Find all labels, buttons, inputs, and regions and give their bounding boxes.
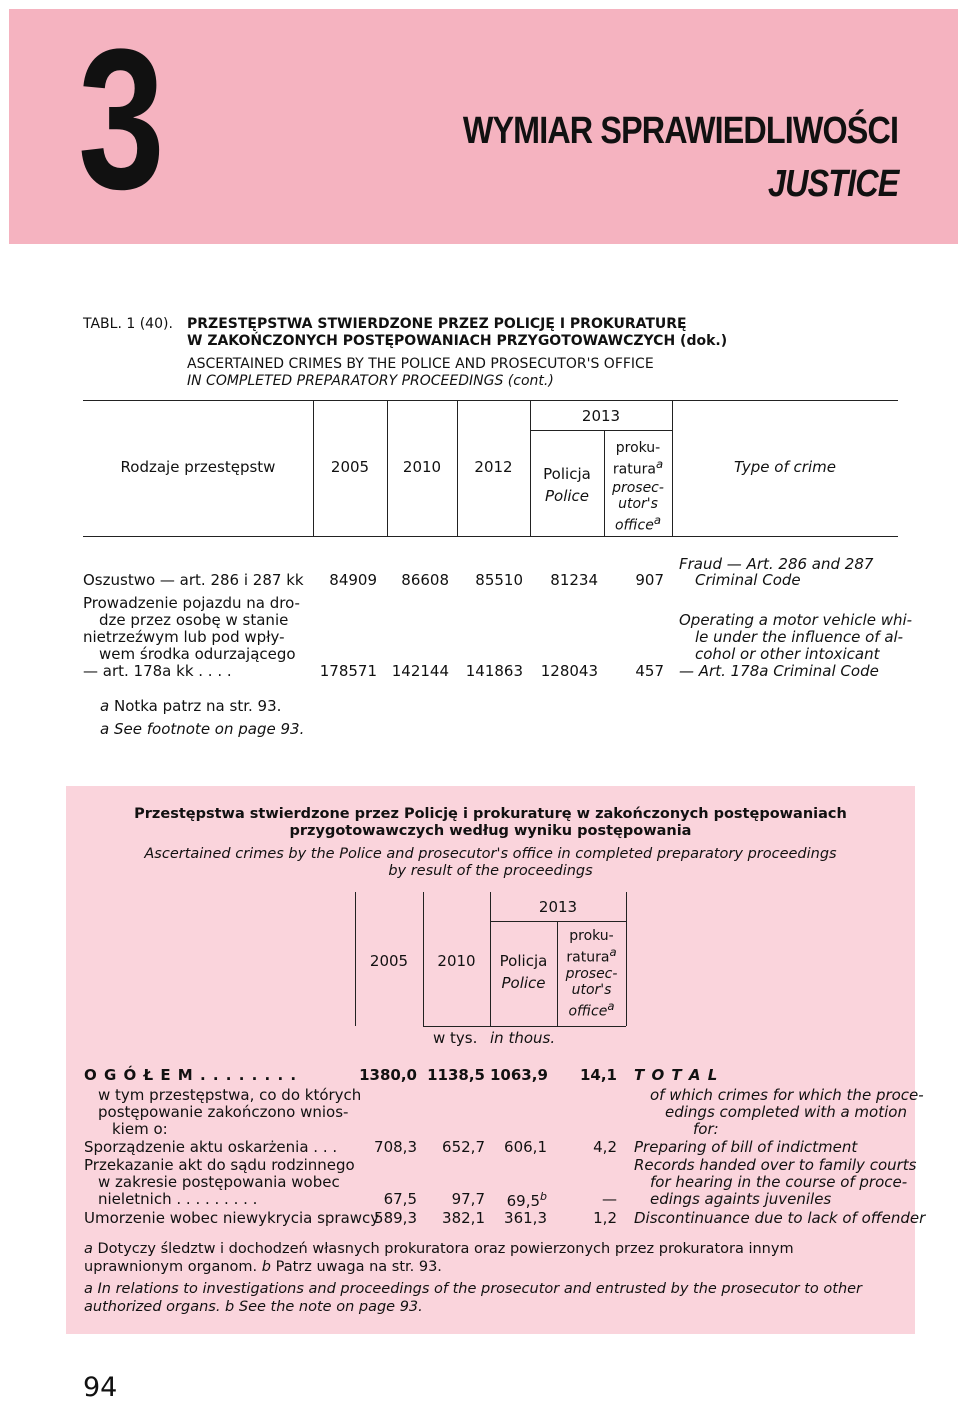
row-fraud-prosecutor: 907	[635, 571, 664, 589]
row-family-en: edings againts juveniles	[650, 1190, 832, 1208]
box-header-2010: 2010	[437, 952, 476, 970]
year-group-rule	[530, 430, 672, 431]
row-dui-prosecutor: 457	[635, 662, 664, 680]
row-of-which-en: edings completed with a motion	[665, 1103, 907, 1121]
header-police-en: Police	[544, 487, 590, 505]
row-indictment-2010: 652,7	[442, 1138, 485, 1156]
row-fraud-2010: 86608	[401, 571, 449, 589]
box-note-pl: uprawnionym organom. b Patrz uwaga na str. 93.	[84, 1259, 442, 1275]
row-dui-en: cohol or other intoxicant	[695, 645, 880, 663]
row-dui-en: le under the influence of al-	[695, 628, 904, 646]
chapter-title-en: JUSTICE	[767, 163, 898, 205]
row-fraud-pl: Oszustwo — art. 286 i 287 kk	[83, 571, 304, 589]
box-unit-en: in thous.	[490, 1029, 556, 1047]
table-head-rule	[83, 536, 898, 537]
box-unit-pl: w tys.	[433, 1029, 478, 1047]
box-header-2013: 2013	[538, 898, 578, 916]
row-family-police: 69,5$^b$	[506, 1190, 547, 1210]
row-indictment-pl: Sporządzenie aktu oskarżenia . . .	[84, 1138, 338, 1156]
row-dui-police: 128043	[540, 662, 598, 680]
table-footnotes	[100, 695, 304, 741]
header-2005: 2005	[330, 458, 370, 476]
row-indictment-en: Preparing of bill of indictment	[634, 1138, 858, 1156]
header-police-pl: Policja	[543, 465, 591, 483]
row-dui-pl: dze przez osobę w stanie	[99, 611, 289, 629]
page-number: 94	[83, 1372, 118, 1403]
header-2012: 2012	[474, 458, 513, 476]
row-dui-2005: 178571	[319, 662, 377, 680]
row-of-which-en: for:	[693, 1120, 719, 1138]
box-header-2005: 2005	[369, 952, 409, 970]
box-header-police-en: Police	[501, 974, 546, 992]
row-discontinuance-2005: 589,3	[374, 1209, 417, 1227]
row-indictment-police: 606,1	[504, 1138, 547, 1156]
header-2010: 2010	[402, 458, 442, 476]
row-dui-2010: 142144	[391, 662, 449, 680]
box-note-pl: a Dotyczy śledztw i dochodzeń własnych prokuratora oraz powierzonych przez prokuratora innym	[84, 1241, 794, 1257]
row-dui-en: Operating a motor vehicle whi-	[679, 611, 913, 629]
table-title-pl-2: W ZAKOŃCZONYCH POSTĘPOWANIACH PRZYGOTOWAWCZYCH (dok.)	[187, 333, 728, 349]
summary-box	[66, 786, 926, 1334]
row-dui-pl: — art. 178a kk . . . .	[83, 662, 232, 680]
col-divider	[626, 892, 627, 1026]
row-of-which-pl: w tym przestępstwa, co do których	[98, 1086, 362, 1104]
row-fraud-en: Criminal Code	[695, 571, 801, 589]
table-label: TABL. 1 (40).	[83, 316, 173, 332]
row-of-which-pl: postępowanie zakończono wnios-	[98, 1103, 349, 1121]
box-header-prosecutor-pl: proku- ratura$^a$	[566, 928, 617, 966]
row-discontinuance-pl: Umorzenie wobec niewykrycia sprawcy	[84, 1209, 380, 1227]
row-family-en: Records handed over to family courts	[634, 1156, 917, 1174]
summary-table	[66, 786, 926, 1334]
row-family-2010: 97,7	[451, 1190, 485, 1208]
row-fraud-en: Fraud — Art. 286 and 287	[679, 555, 874, 573]
table-title-pl-1: PRZESTĘPSTWA STWIERDZONE PRZEZ POLICJĘ I PROKURATURĘ	[187, 316, 687, 332]
box-title-en: Ascertained crimes by the Police and prosecutor's office in completed preparatory proceedings by result of the proceedings	[144, 846, 837, 879]
row-fraud-2005: 84909	[329, 571, 377, 589]
row-dui-pl: Prowadzenie pojazdu na dro-	[83, 594, 300, 612]
row-family-2005: 67,5	[383, 1190, 417, 1208]
row-total-police: 1063,9	[490, 1066, 548, 1084]
row-dui-pl: wem środka odurzającego	[99, 645, 296, 663]
box-title-pl: Przestępstwa stwierdzone przez Policję i prokuraturę w zakończonych postępowaniach przygotowawczych według wyniku postępowania	[134, 806, 847, 839]
chapter-number: 3	[78, 8, 159, 231]
row-dui-2012: 141863	[465, 662, 523, 680]
row-family-pl: nieletnich . . . . . . . . .	[98, 1190, 258, 1208]
header-type-en: Type of crime	[734, 458, 836, 476]
row-total-2010: 1138,5	[427, 1066, 485, 1084]
row-family-prosecutor: —	[602, 1190, 617, 1208]
header-2013: 2013	[581, 407, 621, 425]
unit-rule	[423, 1026, 626, 1027]
row-of-which-en: of which crimes for which the proce-	[650, 1086, 924, 1104]
crimes-table	[83, 400, 913, 700]
row-total-prosecutor: 14,1	[579, 1066, 617, 1084]
table-top-rule	[83, 400, 898, 401]
row-family-pl: Przekazanie akt do sądu rodzinnego	[84, 1156, 355, 1174]
box-note-en: authorized organs. b See the note on page 93.	[84, 1299, 423, 1315]
row-total-2005: 1380,0	[359, 1066, 417, 1084]
row-indictment-2005: 708,3	[374, 1138, 417, 1156]
row-dui-en: — Art. 178a Criminal Code	[679, 662, 879, 680]
row-total-en: T O T A L	[634, 1066, 719, 1084]
row-fraud-2012: 85510	[475, 571, 523, 589]
header-prosecutor-en: prosec- utor's office$^a$	[612, 480, 664, 534]
row-dui-pl: nietrzeźwym lub pod wpły-	[83, 628, 285, 646]
header-prosecutor-pl: proku- ratura$^a$	[612, 440, 664, 478]
footnote-pl: a Notka patrz na str. 93.	[100, 697, 282, 715]
row-discontinuance-2010: 382,1	[442, 1209, 485, 1227]
row-fraud-police: 81234	[550, 571, 598, 589]
footnote-en: a See footnote on page 93.	[100, 720, 305, 738]
row-of-which-pl: kiem o:	[112, 1120, 168, 1138]
row-indictment-prosecutor: 4,2	[593, 1138, 617, 1156]
table-title-en-2: IN COMPLETED PREPARATORY PROCEEDINGS (cont.)	[187, 373, 554, 389]
chapter-title-pl: WYMIAR SPRAWIEDLIWOŚCI	[462, 110, 898, 152]
row-family-en: for hearing in the course of proce-	[650, 1173, 908, 1191]
row-family-pl: w zakresie postępowania wobec	[98, 1173, 340, 1191]
box-header-police-pl: Policja	[499, 952, 548, 970]
table-title-en-1: ASCERTAINED CRIMES BY THE POLICE AND PROSECUTOR'S OFFICE	[187, 356, 654, 372]
row-discontinuance-prosecutor: 1,2	[593, 1209, 617, 1227]
year-group-rule	[490, 921, 626, 922]
row-total-pl: O G Ó Ł E M . . . . . . . .	[84, 1066, 298, 1084]
row-discontinuance-en: Discontinuance due to lack of offender	[634, 1209, 926, 1227]
row-discontinuance-police: 361,3	[504, 1209, 547, 1227]
box-header-prosecutor-en: prosec- utor's office$^a$	[565, 966, 618, 1020]
box-note-en: a In relations to investigations and proceedings of the prosecutor and entrusted by the prosecutor to other	[84, 1281, 863, 1297]
header-type-pl: Rodzaje przestępstw	[120, 458, 276, 476]
